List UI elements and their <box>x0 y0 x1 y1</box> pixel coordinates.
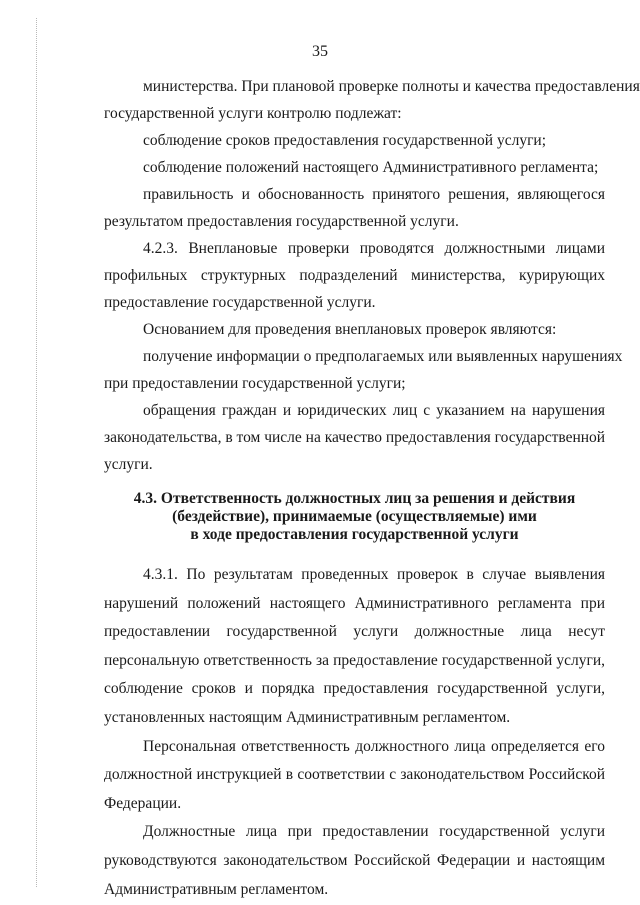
text-line: должностной инструкцией в соответствии с законодательством Российской <box>104 766 605 784</box>
paragraph <box>104 73 640 127</box>
text-line: при предоставлении государственной услуги; <box>104 375 406 392</box>
paragraph <box>104 316 605 343</box>
text-line: нарушений положений настоящего Административного регламента при <box>104 594 605 612</box>
text-line: установленных настоящим Административным регламентом. <box>104 708 511 726</box>
text-line: 4.3.1. По результатам проведенных проверок в случае выявления <box>143 566 605 583</box>
text-line: министерства. При плановой проверке полноты и качества предоставления <box>143 78 640 95</box>
text-line: услуги. <box>104 456 153 473</box>
heading-line: (бездействие), принимаемые (осуществляемые) ими <box>172 508 537 525</box>
text-line: правильность и обоснованность принятого решения, являющегося <box>143 186 605 203</box>
text-line: Персональная ответственность должностного лица определяется его <box>143 737 605 755</box>
text-line: Основанием для проведения внеплановых проверок являются: <box>143 321 557 338</box>
text-line: результатом предоставления государственной услуги. <box>104 213 459 230</box>
section-4-3-body <box>104 561 605 904</box>
text-line: соблюдение положений настоящего Административного регламента; <box>143 159 599 176</box>
text-line: соблюдение сроков предоставления государственной услуги; <box>143 132 547 149</box>
section-heading-4-3 <box>104 490 605 544</box>
paragraph <box>104 343 623 397</box>
text-line: законодательства, в том числе на качество предоставления государственной <box>104 429 606 446</box>
text-line: 4.2.3. Внеплановые проверки проводятся должностными лицами <box>143 240 605 257</box>
text-line: предоставление государственной услуги. <box>104 294 376 311</box>
text-line: государственной услуги контролю подлежат: <box>104 105 402 122</box>
paragraph <box>104 733 605 819</box>
text-line: получение информации о предполагаемых или выявленных нарушениях <box>143 348 623 365</box>
paragraph <box>104 397 605 478</box>
paragraph <box>104 561 605 733</box>
paragraph <box>104 154 605 181</box>
text-line: персональную ответственность за предоставление государственной услуги, <box>104 651 605 669</box>
heading-line: в ходе предоставления государственной услуги <box>190 526 519 543</box>
text-line: Административным регламентом. <box>104 880 329 898</box>
binding-margin-line <box>36 18 37 887</box>
paragraph <box>104 235 605 316</box>
text-line: профильных структурных подразделений министерства, курирующих <box>104 267 605 284</box>
heading-line: 4.3. Ответственность должностных лиц за решения и действия <box>133 490 576 507</box>
text-line: обращения граждан и юридических лиц с указанием на нарушения <box>143 402 605 419</box>
text-line: руководствуются законодательством Российской Федерации и настоящим <box>104 851 605 869</box>
text-line: Федерации. <box>104 794 182 812</box>
text-line: предоставлении государственной услуги должностные лица несут <box>104 623 605 641</box>
paragraph <box>104 181 605 235</box>
text-line: Должностные лица при предоставлении государственной услуги <box>143 823 605 841</box>
text-line: соблюдение сроков и порядка предоставления государственной услуги, <box>104 680 605 698</box>
section-4-2-body <box>104 73 640 478</box>
document-body <box>104 73 640 904</box>
page-number: 35 <box>312 43 328 60</box>
paragraph <box>104 818 605 904</box>
paragraph <box>104 127 605 154</box>
